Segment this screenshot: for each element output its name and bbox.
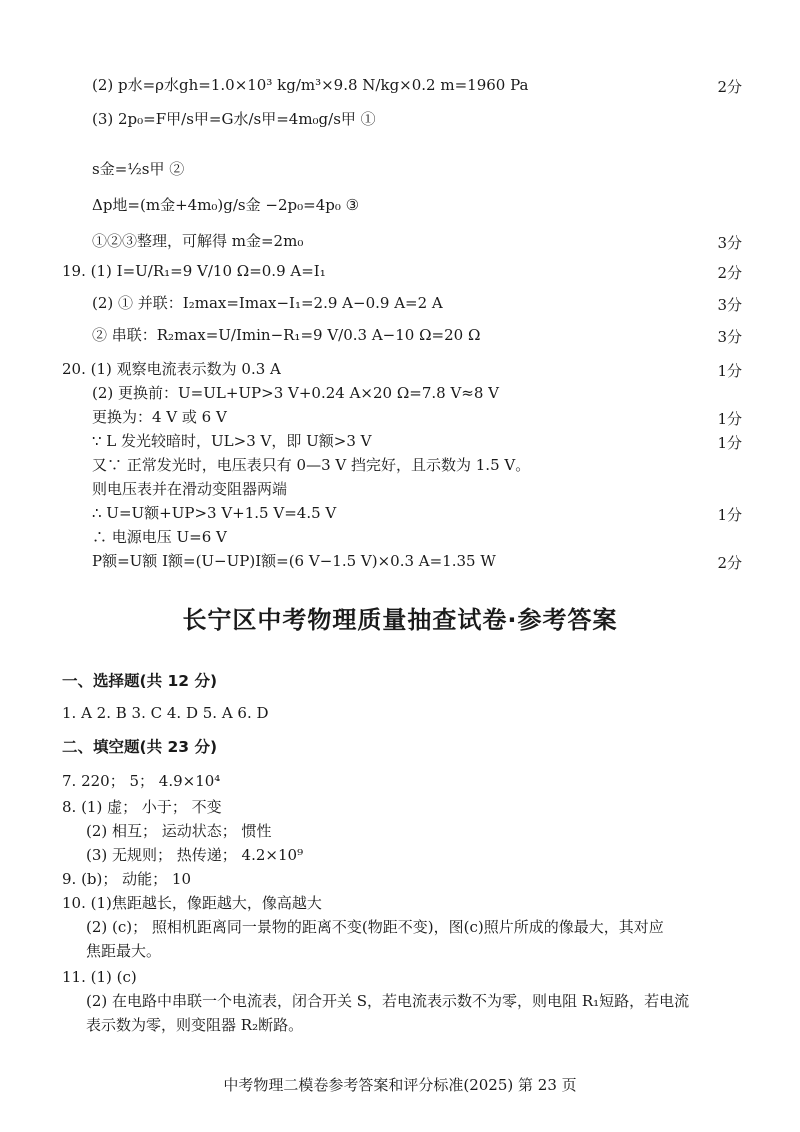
answer-line: 8. (1) 虚； 小于； 不变 <box>62 798 222 816</box>
answer-line: 9. (b)； 动能； 10 <box>62 870 192 888</box>
score: 2分 <box>717 78 742 96</box>
answer-line: 则电压表并在滑动变阻器两端 <box>92 480 288 498</box>
score: 1分 <box>717 434 742 452</box>
answer-line: (2) 相互； 运动状态； 惯性 <box>86 822 272 840</box>
answer-line: (2) 在电路中串联一个电流表，闭合开关 S，若电流表示数不为零，则电阻 R₁短路，若电流 <box>86 992 690 1010</box>
score: 1分 <box>717 506 742 524</box>
answer-line: 19. (1) I=U/R₁=9 V/10 Ω=0.9 A=I₁ <box>62 262 326 280</box>
answer-line: ①②③整理，可解得 m金=2m₀ <box>92 232 304 250</box>
section-heading: 一、选择题(共 12 分) <box>62 672 218 690</box>
answer-line: ∴ U=U额+UP>3 V+1.5 V=4.5 V <box>92 504 337 522</box>
answer-line: (3) 无规则； 热传递； 4.2×10⁹ <box>86 846 304 864</box>
answer-line: 7. 220； 5； 4.9×10⁴ <box>62 772 221 790</box>
score: 3分 <box>717 234 742 252</box>
score: 1分 <box>717 362 742 380</box>
answer-line: Δp地=(m金+4m₀)g/s金 −2p₀=4p₀ ③ <box>92 196 360 214</box>
answer-line: 又∵ 正常发光时，电压表只有 0—3 V 挡完好，且示数为 1.5 V。 <box>92 456 531 474</box>
answer-line: 10. (1)焦距越长，像距越大，像高越大 <box>62 894 322 912</box>
answer-line: s金=½s甲 ② <box>92 160 185 178</box>
score: 3分 <box>717 328 742 346</box>
answer-line: 20. (1) 观察电流表示数为 0.3 A <box>62 360 281 378</box>
answer-line: ∴ 电源电压 U=6 V <box>92 528 227 546</box>
answer-line: (2) p水=ρ水gh=1.0×10³ kg/m³×9.8 N/kg×0.2 m=1960 Pa <box>92 76 529 94</box>
section-heading: 二、填空题(共 23 分) <box>62 738 218 756</box>
score: 3分 <box>717 296 742 314</box>
answer-line: (2) (c)； 照相机距离同一景物的距离不变(物距不变)，图(c)照片所成的像最大，其对应 <box>86 918 664 936</box>
score: 2分 <box>717 264 742 282</box>
page-footer: 中考物理二模卷参考答案和评分标准(2025) 第 23 页 <box>223 1076 577 1094</box>
answer-line: 表示数为零，则变阻器 R₂断路。 <box>86 1016 304 1034</box>
score: 2分 <box>717 554 742 572</box>
answer-line: 焦距最大。 <box>86 942 162 960</box>
answer-line: (2) ① 并联：I₂max=Imax−I₁=2.9 A−0.9 A=2 A <box>92 294 443 312</box>
answer-line: ∵ L 发光较暗时，UL>3 V，即 U额>3 V <box>92 432 372 450</box>
answer-line: 11. (1) (c) <box>62 968 137 986</box>
answer-line: ② 串联：R₂max=U/Imin−R₁=9 V/0.3 A−10 Ω=20 Ω <box>92 326 481 344</box>
answer-line: (3) 2p₀=F甲/s甲=G水/s甲=4m₀g/s甲 ① <box>92 110 376 128</box>
score: 1分 <box>717 410 742 428</box>
answer-line: 1. A 2. B 3. C 4. D 5. A 6. D <box>62 704 269 722</box>
answer-line: P额=U额 I额=(U−UP)I额=(6 V−1.5 V)×0.3 A=1.35 W <box>92 552 496 570</box>
answer-line: (2) 更换前：U=UL+UP>3 V+0.24 A×20 Ω=7.8 V≈8 V <box>92 384 500 402</box>
page-title: 长宁区中考物理质量抽查试卷·参考答案 <box>182 606 618 634</box>
answer-line: 更换为：4 V 或 6 V <box>92 408 227 426</box>
